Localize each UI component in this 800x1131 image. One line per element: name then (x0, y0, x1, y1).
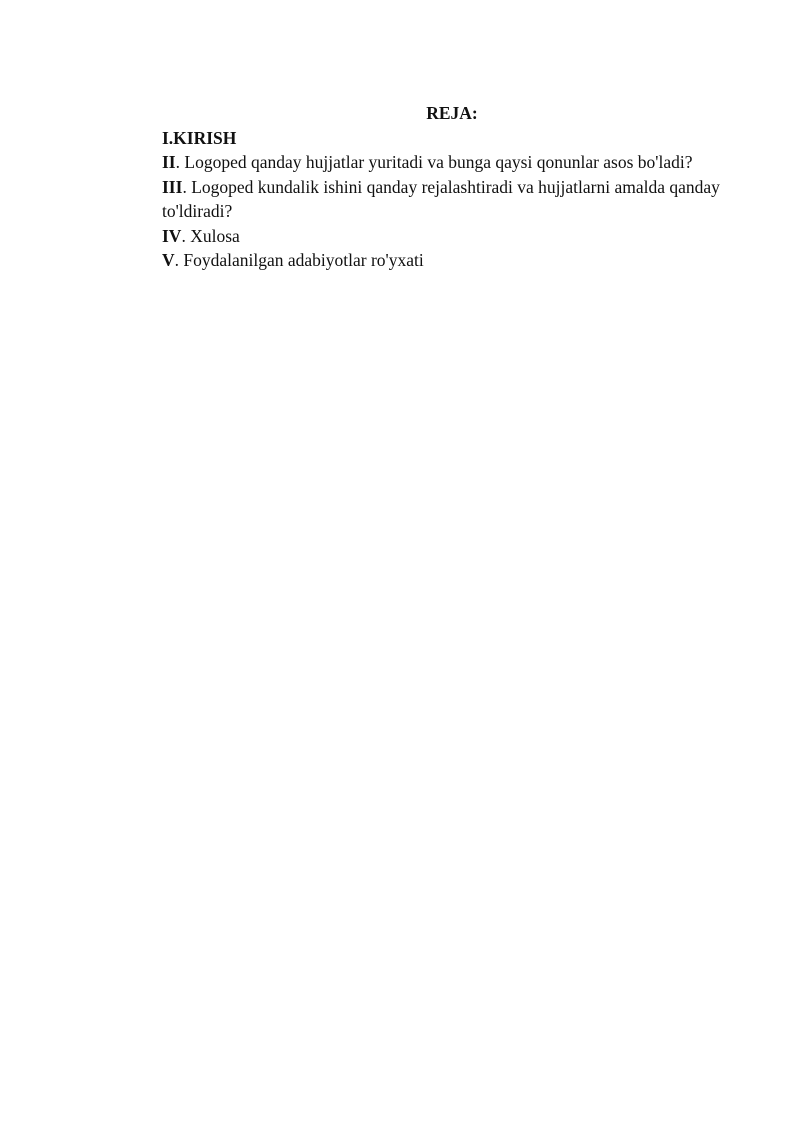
plan-item-4-number: IV (162, 225, 182, 246)
plan-content (162, 101, 742, 273)
plan-item-5-text: . Foydalanilgan adabiyotlar ro'yxati (174, 250, 424, 270)
plan-item-5 (162, 248, 742, 273)
plan-item-5-number: V (162, 250, 175, 270)
plan-item-4-text: . Xulosa (181, 225, 240, 246)
plan-item-3 (162, 175, 722, 224)
plan-title (162, 101, 742, 126)
plan-item-3-text: . Logoped kundalik ishini qanday rejalashtiradi va hujjatlarni amalda qanday to'ldiradi? (162, 176, 720, 221)
plan-item-2-number: II (162, 152, 176, 172)
plan-item-4 (162, 224, 742, 249)
plan-item-1-heading: I.KIRISH (162, 127, 237, 148)
plan-item-2-text: . Logoped qanday hujjatlar yuritadi va bunga qaysi qonunlar asos bo'ladi? (175, 152, 693, 172)
plan-title-text: REJA: (426, 103, 478, 123)
plan-item-2 (162, 150, 742, 175)
plan-item-1 (162, 126, 742, 151)
plan-item-3-number: III (162, 176, 183, 197)
